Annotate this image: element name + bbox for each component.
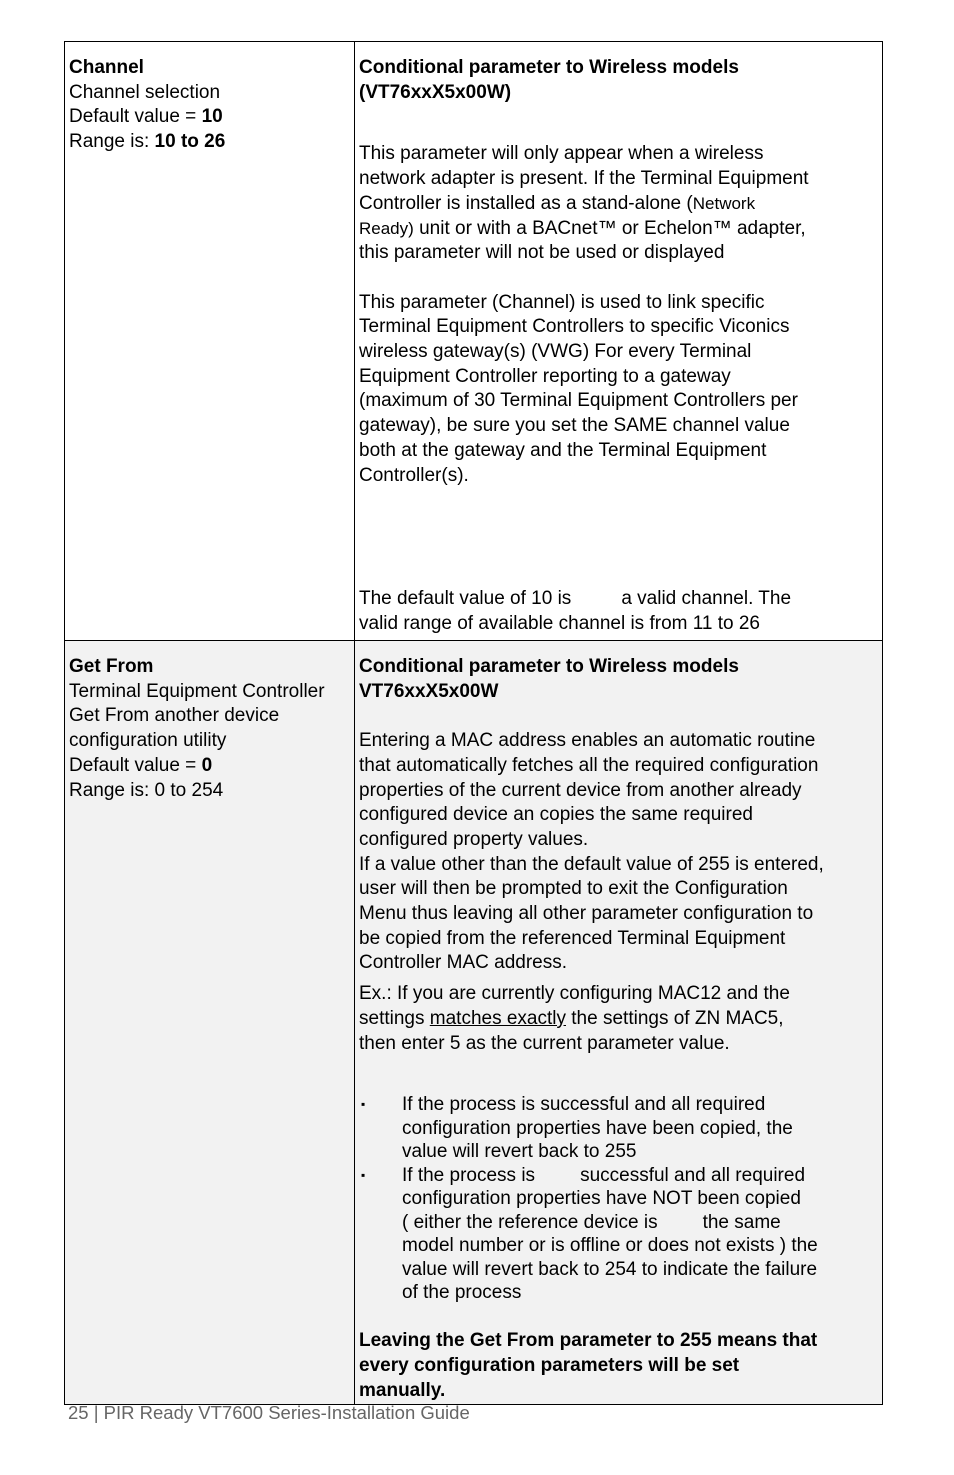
channel-description-cell	[355, 42, 883, 641]
paragraph-line: that automatically fetches all the required configuration	[359, 754, 819, 776]
paragraph-line: both at the gateway and the Terminal Equipment	[359, 439, 767, 461]
paragraph-line: Controller MAC address.	[359, 952, 568, 974]
range-value: 10 to 26	[154, 131, 226, 153]
paragraph-line: gateway), be sure you set the SAME channel value	[359, 415, 790, 437]
note-line: Leaving the Get From parameter to 255 means that	[359, 1330, 818, 1352]
paragraph-line: Entering a MAC address enables an automatic routine	[359, 730, 816, 752]
table-row-get-from	[65, 641, 883, 1405]
note-line: manually.	[359, 1379, 446, 1401]
example-line: Ex.: If you are currently configuring MAC12 and the	[359, 983, 790, 1005]
get-from-description-cell	[355, 641, 883, 1405]
table-row-channel	[65, 42, 883, 641]
bullet-square-icon: ▪	[361, 1097, 366, 1112]
param-title-channel: Channel	[69, 57, 144, 78]
paragraph-line: Controller is installed as a stand-alone (Network	[359, 192, 756, 214]
get-from-param-cell	[65, 641, 355, 1405]
paragraph-line: network adapter is present. If the Terminal Equipment	[359, 168, 809, 190]
paragraph-line: Equipment Controller reporting to a gateway	[359, 365, 731, 387]
default-value-line: Default value = 0	[69, 754, 213, 776]
default-value-line: Default value = 10	[69, 106, 223, 128]
conditional-heading: Conditional parameter to Wireless models	[359, 656, 739, 677]
paragraph-line: valid range of available channel is from 11 to 26	[359, 612, 761, 634]
paragraph-line: configured device an copies the same required	[359, 804, 753, 826]
paragraph-line: configured property values.	[359, 828, 589, 850]
paragraph-line: be copied from the referenced Terminal Equipment	[359, 927, 786, 949]
paragraph-line: Menu thus leaving all other parameter configuration to	[359, 903, 814, 925]
paragraph-line: wireless gateway(s) (VWG) For every Terminal	[359, 341, 752, 363]
param-description: Terminal Equipment Controller	[69, 680, 325, 702]
paragraph-line: The default value of 10 is a valid channel. The	[359, 588, 792, 610]
param-description: configuration utility	[69, 730, 227, 752]
bullet-item: ▪ If the process is successful and all required configuration properties have been copied, the value will revert back to 255	[361, 1094, 793, 1163]
example-line: then enter 5 as the current parameter value.	[359, 1032, 730, 1054]
paragraph-line: This parameter (Channel) is used to link specific	[359, 291, 765, 313]
range-line: Range is: 0 to 254	[69, 779, 224, 801]
paragraph-line: If a value other than the default value of 255 is entered,	[359, 853, 824, 875]
default-value: 10	[201, 106, 223, 128]
bullet-square-icon: ▪	[361, 1167, 366, 1182]
range-line: Range is: 10 to 26	[69, 131, 226, 153]
paragraph-line: Controller(s).	[359, 464, 469, 486]
page-footer: 25 | PIR Ready VT7600 Series-Installation Guide	[68, 1402, 470, 1423]
parameter-table	[64, 41, 883, 1405]
paragraph-line: Terminal Equipment Controllers to specific Viconics	[359, 316, 790, 338]
paragraph-line: Ready) unit or with a BACnet™ or Echelon™ adapter,	[359, 217, 806, 239]
emphasis-underline: matches exactly	[429, 1007, 566, 1029]
paragraph-line: user will then be prompted to exit the Configuration	[359, 878, 788, 900]
bullet-item: ▪ If the process is successful and all required configuration properties have NOT been copied ( either the reference device is the same model number or is offline or does not exists ) the value will revert back to 254 to indicate the failure of the process	[361, 1164, 818, 1304]
paragraph-line: This parameter will only appear when a wireless	[359, 143, 764, 165]
example-line: settings matches exactly the settings of ZN MAC5,	[359, 1007, 784, 1029]
conditional-heading: Conditional parameter to Wireless models	[359, 57, 739, 78]
paragraph-line: (maximum of 30 Terminal Equipment Controllers per	[359, 390, 798, 412]
conditional-heading-models: (VT76xxX5x00W)	[359, 81, 512, 103]
param-description: Get From another device	[69, 705, 280, 727]
conditional-heading-models: VT76xxX5x00W	[359, 680, 499, 702]
paragraph-line: this parameter will not be used or displayed	[359, 242, 725, 264]
paragraph-line: properties of the current device from another already	[359, 779, 802, 801]
channel-param-cell	[65, 42, 355, 641]
default-value: 0	[201, 754, 213, 776]
param-description: Channel selection	[69, 81, 221, 103]
param-title-get-from: Get From	[69, 656, 154, 677]
note-line: every configuration parameters will be set	[359, 1355, 740, 1377]
